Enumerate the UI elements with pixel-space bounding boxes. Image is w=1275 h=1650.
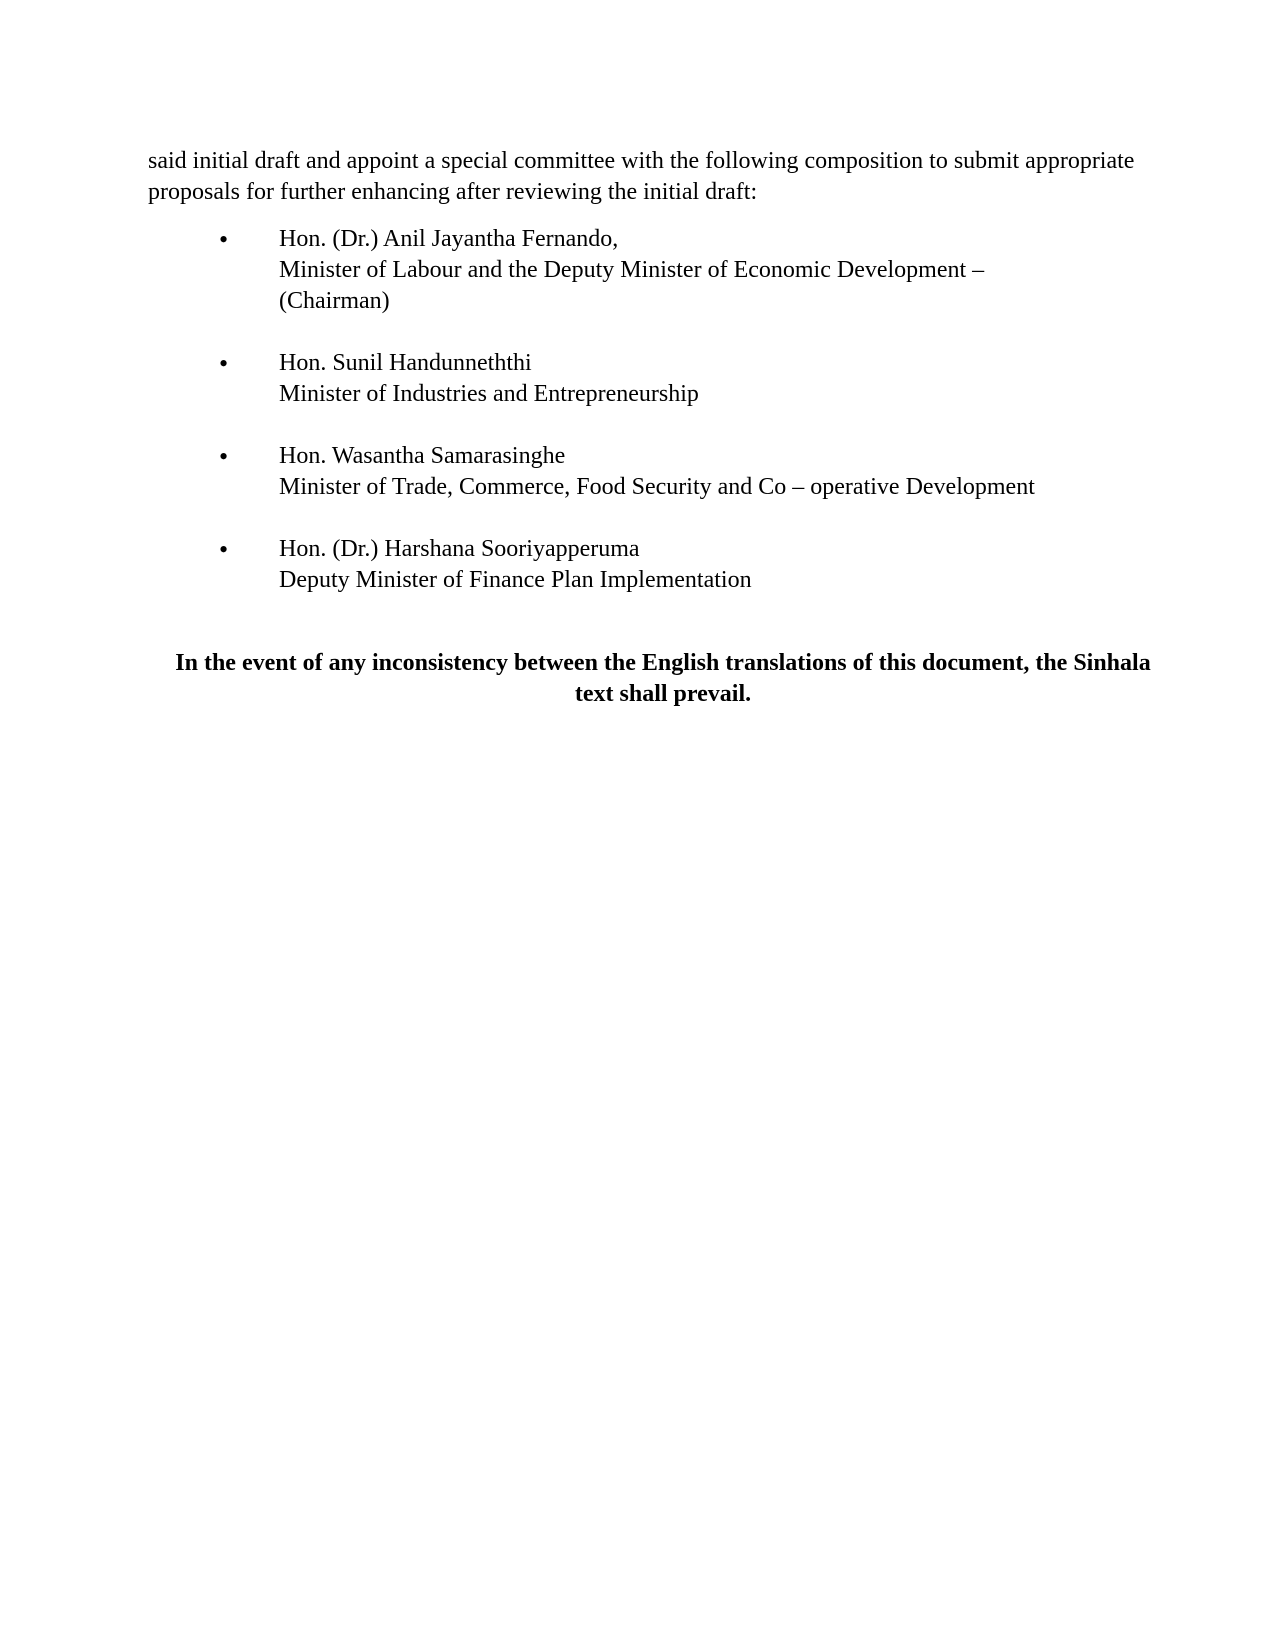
member-details: [279, 348, 1039, 410]
intro-line-1: said initial draft and appoint a special committee with the following composition to submit appropriate: [148, 148, 1135, 174]
member-role-continued: (Chairman): [279, 288, 390, 314]
bullet-icon: •: [219, 535, 229, 564]
prevailing-language-notice: [148, 648, 1178, 710]
member-role: Minister of Labour and the Deputy Minister of Economic Development –: [279, 257, 985, 283]
member-role: Minister of Trade, Commerce, Food Security and Co – operative Development: [279, 474, 1035, 500]
intro-line-2: proposals for further enhancing after reviewing the initial draft:: [148, 179, 758, 205]
notice-line-2: text shall prevail.: [574, 681, 752, 707]
member-name: Hon. (Dr.) Harshana Sooriyapperuma: [279, 536, 640, 562]
bullet-icon: •: [219, 442, 229, 471]
member-role: Deputy Minister of Finance Plan Implementation: [279, 567, 752, 593]
member-role: Minister of Industries and Entrepreneurship: [279, 381, 699, 407]
member-details: [279, 224, 1039, 317]
member-name: Hon. Wasantha Samarasinghe: [279, 443, 566, 469]
member-name: Hon. (Dr.) Anil Jayantha Fernando,: [279, 226, 619, 252]
member-details: [279, 534, 1039, 596]
notice-line-1: In the event of any inconsistency between the English translations of this document, the Sinhala: [175, 650, 1151, 676]
member-name: Hon. Sunil Handunneththi: [279, 350, 532, 376]
member-details: [279, 441, 1039, 503]
bullet-icon: •: [219, 225, 229, 254]
intro-paragraph: [148, 146, 1178, 208]
bullet-icon: •: [219, 349, 229, 378]
